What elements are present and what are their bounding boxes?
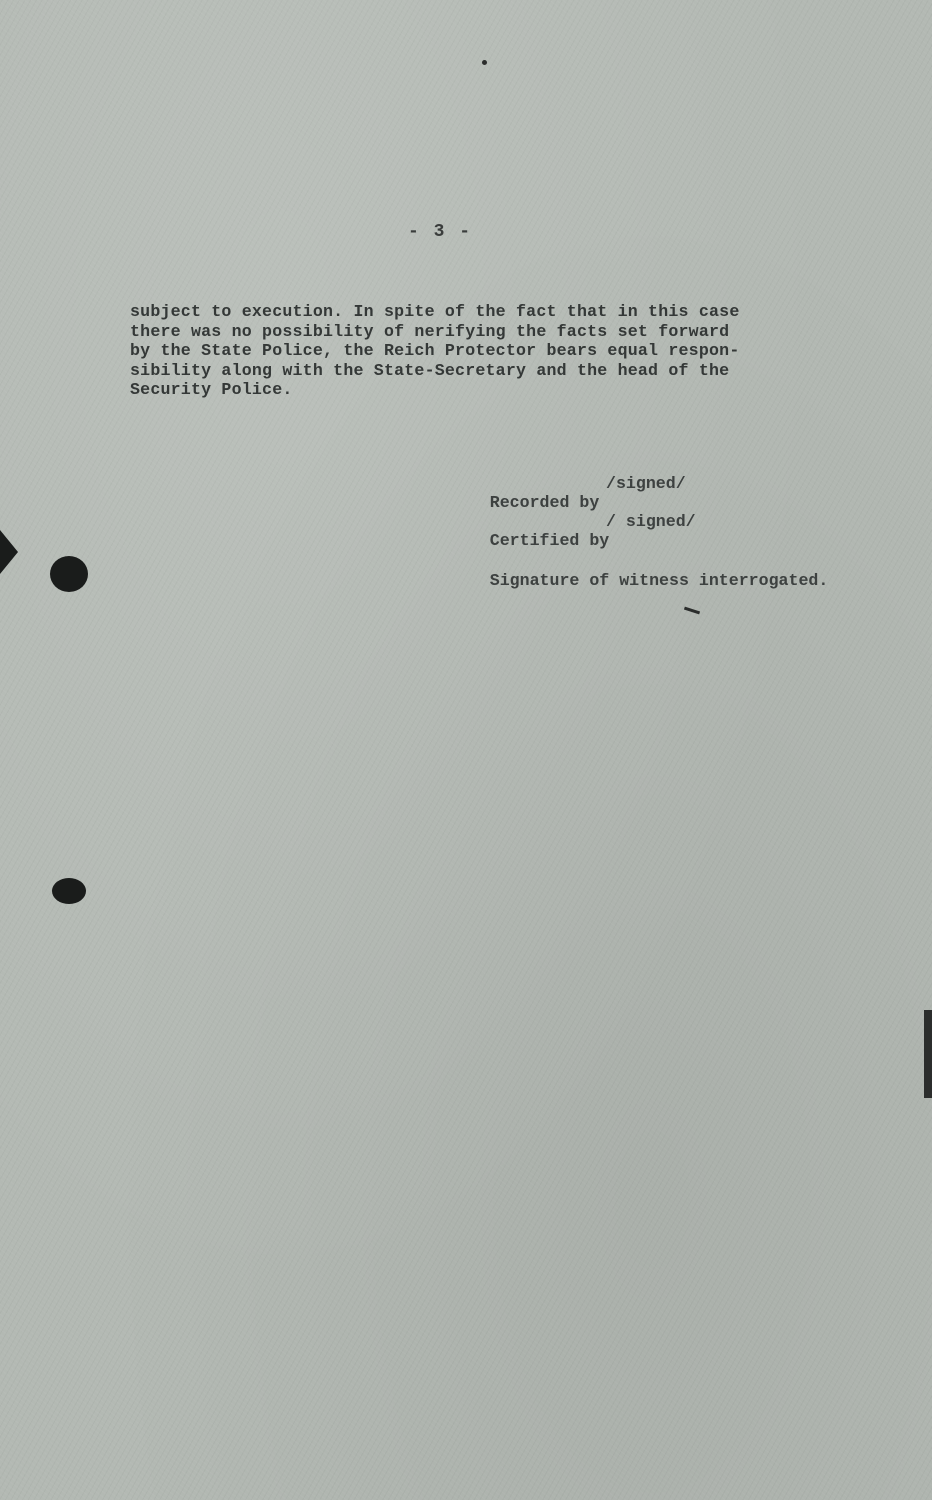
certified-by-label: Certified by: [489, 531, 610, 550]
certified-by-value: / signed/: [606, 512, 696, 531]
ink-speck-top: [482, 60, 487, 65]
recorded-by-label: Recorded by: [489, 493, 600, 512]
body-paragraph: [130, 302, 850, 400]
right-edge-binding: [924, 1010, 932, 1098]
body-line: by the State Police, the Reich Protector bears equal respon-: [130, 341, 740, 360]
punch-hole-upper: [50, 556, 88, 592]
body-line: Security Police.: [130, 380, 293, 399]
recorded-by-value: /signed/: [606, 474, 686, 493]
body-line: there was no possibility of nerifying the facts set forward: [130, 321, 730, 341]
witness-signature-text: Signature of witness interrogated.: [489, 571, 829, 590]
punch-hole-lower: [52, 878, 86, 904]
body-line: subject to execution. In spite of the fact that in this case: [130, 302, 740, 321]
page-number: - 3 -: [407, 222, 472, 242]
body-line: sibility along with the State-Secretary and the head of the: [130, 360, 730, 380]
witness-signature-row: [430, 552, 828, 609]
left-edge-tear: [0, 530, 18, 574]
